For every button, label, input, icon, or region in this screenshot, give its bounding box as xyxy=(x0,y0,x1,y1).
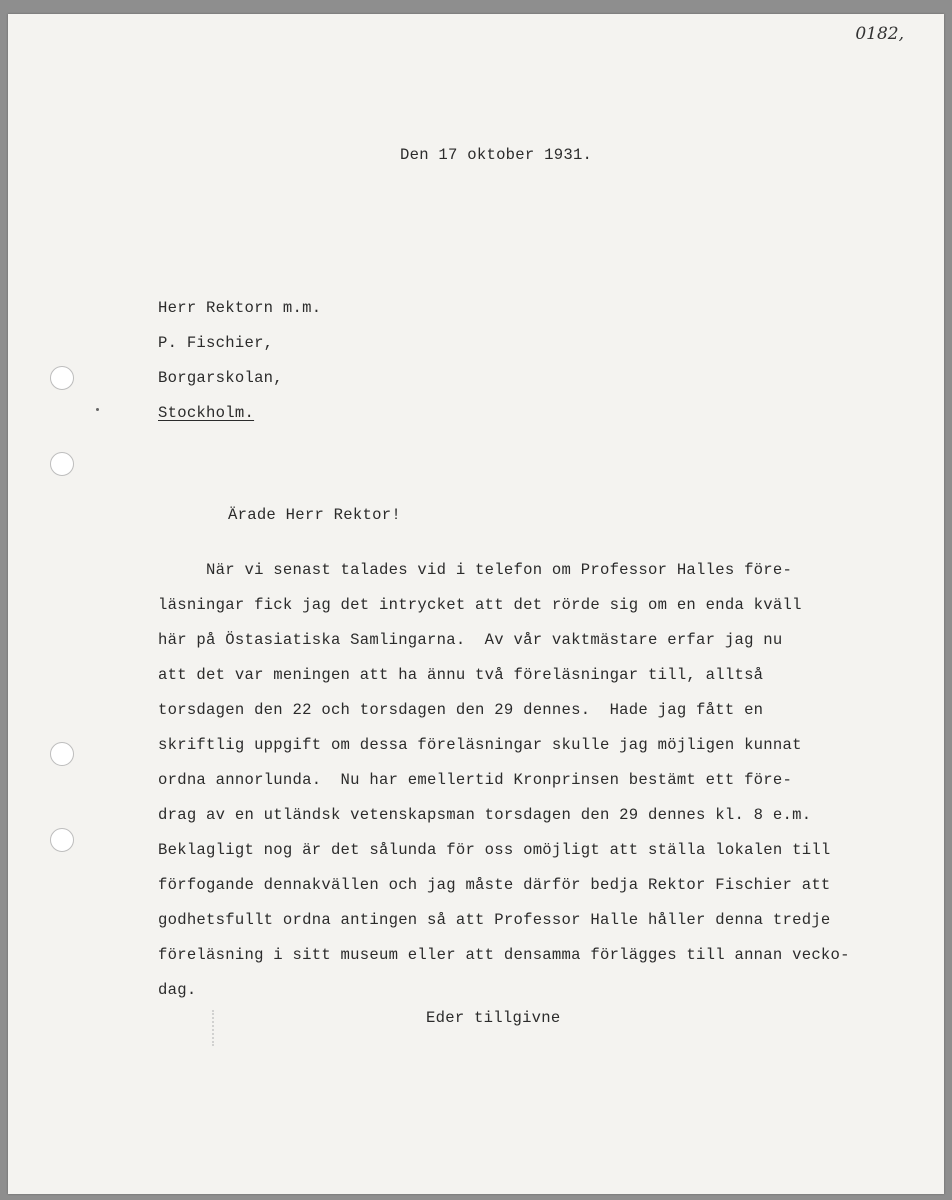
address-line-1: Herr Rektorn m.m. xyxy=(158,299,322,317)
letter-date: Den 17 oktober 1931. xyxy=(400,146,593,164)
body-line: drag av en utländsk vetenskapsman torsdagen den 29 dennes kl. 8 e.m. xyxy=(158,806,812,824)
punch-hole xyxy=(50,742,74,766)
body-line: torsdagen den 22 och torsdagen den 29 dennes. Hade jag fått en xyxy=(158,701,764,719)
archive-number: 0182, xyxy=(855,24,904,44)
body-line: ordna annorlunda. Nu har emellertid Kronprinsen bestämt ett före- xyxy=(158,771,793,789)
faint-pencil-mark xyxy=(212,1010,222,1046)
ink-speck xyxy=(96,408,99,411)
punch-hole xyxy=(50,366,74,390)
body-line: förfogande dennakvällen och jag måste därför bedja Rektor Fischier att xyxy=(158,876,831,894)
letter-body xyxy=(158,561,850,999)
address-line-4: Stockholm. xyxy=(158,404,255,422)
body-line: här på Östasiatiska Samlingarna. Av vår vaktmästare erfar jag nu xyxy=(158,631,783,649)
closing: Eder tillgivne xyxy=(426,1009,561,1027)
address-line-2: P. Fischier, xyxy=(158,334,274,352)
salutation: Ärade Herr Rektor! xyxy=(228,506,401,524)
body-line: läsningar fick jag det intrycket att det rörde sig om en enda kväll xyxy=(158,596,802,614)
letter-page xyxy=(8,14,944,1194)
body-line: dag. xyxy=(158,981,197,999)
body-line: godhetsfullt ordna antingen så att Professor Halle håller denna tredje xyxy=(158,911,831,929)
body-line: att det var meningen att ha ännu två föreläsningar till, alltså xyxy=(158,666,764,684)
body-line: skriftlig uppgift om dessa föreläsningar skulle jag möjligen kunnat xyxy=(158,736,802,754)
body-line: föreläsning i sitt museum eller att densamma förlägges till annan vecko- xyxy=(158,946,850,964)
body-line: Beklagligt nog är det sålunda för oss omöjligt att ställa lokalen till xyxy=(158,841,831,859)
punch-hole xyxy=(50,452,74,476)
body-line: När vi senast talades vid i telefon om Professor Halles före- xyxy=(158,561,793,579)
punch-hole xyxy=(50,828,74,852)
address-line-3: Borgarskolan, xyxy=(158,369,283,387)
